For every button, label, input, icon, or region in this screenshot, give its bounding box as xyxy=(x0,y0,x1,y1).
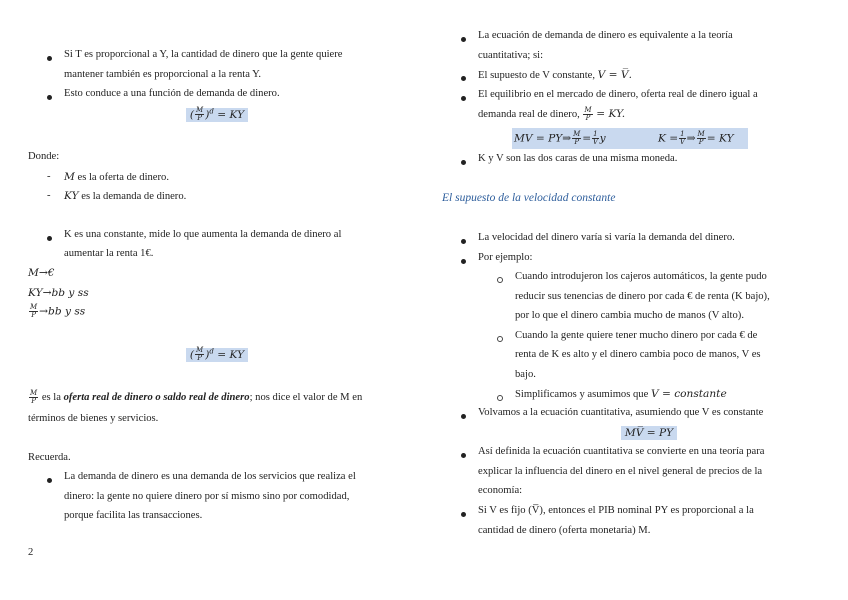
page-number: 2 xyxy=(28,547,34,558)
sub-bullet-icon xyxy=(497,336,503,342)
definition-item: KY es la demanda de dinero. xyxy=(64,190,187,202)
equation-equilibrium: MV = PY⇒ $\frac{M}{P}$ = $\frac{1}{V}$ y K = $\frac{1}{V}$ ⇒ $\frac{M}{P}$ = KY xyxy=(512,128,748,149)
paragraph-line: bajo. xyxy=(515,369,536,380)
paragraph-line: Simplificamos y asumimos que V = constante xyxy=(515,388,727,400)
bullet-icon xyxy=(461,96,466,101)
definition-item: M es la oferta de dinero. xyxy=(64,171,169,183)
math-line: KY→bb y ss xyxy=(28,287,89,299)
paragraph-line: mantener también es proporcional a la renta Y. xyxy=(64,69,262,80)
bullet-icon xyxy=(47,478,52,483)
bullet-icon xyxy=(47,236,52,241)
bullet-icon xyxy=(461,512,466,517)
paragraph-line: La demanda de dinero es una demanda de los servicios que realiza el xyxy=(64,471,356,482)
paragraph-line: Por ejemplo: xyxy=(478,252,533,263)
label-recuerda: Recuerda. xyxy=(28,452,71,463)
label-donde: Donde: xyxy=(28,151,60,162)
paragraph-line: Así definida la ecuación cuantitativa se convierte en una teoría para xyxy=(478,446,765,457)
bullet-icon xyxy=(461,453,466,458)
section-heading: El supuesto de la velocidad constante xyxy=(442,192,616,204)
bullet-icon xyxy=(461,239,466,244)
sub-bullet-icon xyxy=(497,277,503,283)
paragraph-line: K es una constante, mide lo que aumenta la demanda de dinero al xyxy=(64,229,342,240)
paragraph-line: cuantitativa; si: xyxy=(478,50,544,61)
paragraph-line: El equilibrio en el mercado de dinero, oferta real de dinero igual a xyxy=(478,89,758,100)
paragraph-line: Cuando introdujeron los cajeros automáticos, la gente pudo xyxy=(515,271,767,282)
paragraph-line: reducir sus tenencias de dinero por cada € de renta (K bajo), xyxy=(515,291,770,302)
paragraph-line: porque facilita las transacciones. xyxy=(64,510,203,521)
paragraph-line: dinero: la gente no quiere dinero por sí mismo sino por comodidad, xyxy=(64,491,350,502)
equation-money-demand: ( $\frac{M}{P}$ )$^d$ = KY xyxy=(28,107,406,123)
bullet-icon xyxy=(461,414,466,419)
bullet-icon xyxy=(461,259,466,264)
paragraph-line: economía: xyxy=(478,485,523,496)
equation-quantity: MV̅ = PY xyxy=(478,426,820,441)
paragraph-line: términos de bienes y servicios. xyxy=(28,413,159,424)
paragraph-line: La velocidad del dinero varía si varía la demanda del dinero. xyxy=(478,232,735,243)
paragraph-line: renta de K es alto y el dinero cambia poco de manos, V es xyxy=(515,349,761,360)
bullet-icon xyxy=(461,76,466,81)
paragraph-line: explicar la influencia del dinero en el nivel general de precios de la xyxy=(478,466,763,477)
equation-money-demand: ( $\frac{M}{P}$ )$^d$ = KY xyxy=(28,347,406,363)
dash-marker: - xyxy=(47,190,51,201)
paragraph-line: cantidad de dinero (oferta monetaria) M. xyxy=(478,525,651,536)
paragraph-line: K y V son las dos caras de una misma moneda. xyxy=(478,153,678,164)
bullet-icon xyxy=(461,37,466,42)
bullet-icon xyxy=(47,56,52,61)
paragraph-line: aumentar la renta 1€. xyxy=(64,248,154,259)
dash-marker: - xyxy=(47,171,51,182)
math-line: $\frac{M}{P}$ →bb y ss xyxy=(30,303,86,319)
paragraph-line: Si T es proporcional a Y, la cantidad de dinero que la gente quiere xyxy=(64,49,343,60)
math-line: M→€ xyxy=(28,267,55,279)
paragraph-line: por lo que el dinero cambia mucho de manos (V alto). xyxy=(515,310,744,321)
paragraph-line: Si V es fijo (V̅), entonces el PIB nominal PY es proporcional a la xyxy=(478,505,754,516)
paragraph-line: El supuesto de V constante, V = V̅. xyxy=(478,69,632,81)
paragraph-line: La ecuación de demanda de dinero es equivalente a la teoría xyxy=(478,30,733,41)
paragraph-line: Esto conduce a una función de demanda de dinero. xyxy=(64,88,280,99)
paragraph-line: $\frac{M}{P}$ es la oferta real de dinero o saldo real de dinero; nos dice el valor de M en xyxy=(30,389,363,405)
bullet-icon xyxy=(47,95,52,100)
bullet-icon xyxy=(461,160,466,165)
paragraph-line: demanda real de dinero, $\frac{M}{P}$ = KY. xyxy=(478,106,626,123)
sub-bullet-icon xyxy=(497,395,503,401)
paragraph-line: Cuando la gente quiere tener mucho dinero por cada € de xyxy=(515,330,758,341)
paragraph-line: Volvamos a la ecuación cuantitativa, asumiendo que V es constante xyxy=(478,407,764,418)
